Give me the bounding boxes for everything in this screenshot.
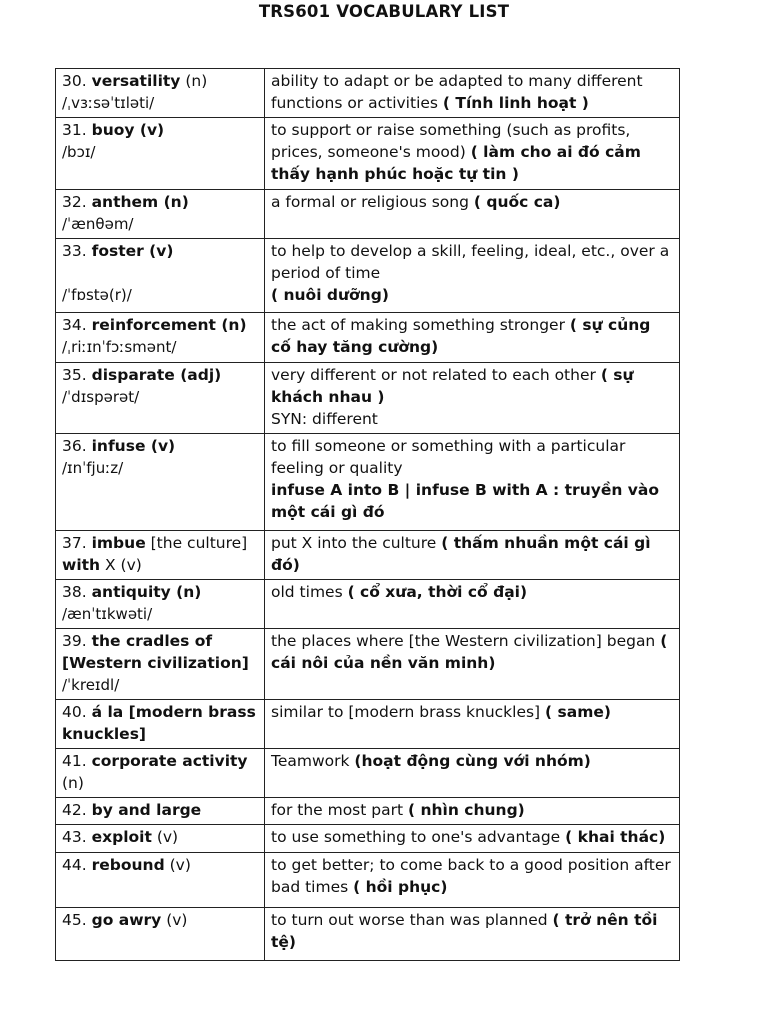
table-row — [56, 531, 680, 580]
definition: old times — [271, 583, 348, 601]
table-row — [56, 69, 680, 118]
pronunciation: /ænˈtɪkwəti/ — [62, 605, 153, 623]
table-row — [56, 434, 680, 531]
synonym: SYN: different — [271, 410, 378, 428]
table-row — [56, 853, 680, 908]
translation: ( thấm nhuần một cái gì đó) — [271, 534, 651, 574]
definition: to fill someone or something with a particular feeling or quality — [271, 437, 626, 477]
term: by and large — [91, 801, 202, 819]
pronunciation: /ˈdɪspərət/ — [62, 388, 140, 406]
definition-cell — [265, 700, 680, 749]
definition: to use something to one's advantage — [271, 828, 566, 846]
term: versatility — [91, 72, 181, 90]
table-row — [56, 629, 680, 700]
definition-cell — [265, 798, 680, 825]
definition: to support or raise something (such as profits, prices, someone's mood) — [271, 121, 631, 161]
pronunciation: /ˌriːɪnˈfɔːsmənt/ — [62, 338, 177, 356]
definition: the places where [the Western civilization] began — [271, 632, 661, 650]
definition-cell — [265, 749, 680, 798]
definition-cell — [265, 434, 680, 531]
term: foster (v) — [91, 242, 174, 260]
definition: to get better; to come back to a good position after bad times — [271, 856, 671, 896]
pronunciation: /ˈkreɪdl/ — [62, 676, 120, 694]
definition: similar to [modern brass knuckles] — [271, 703, 546, 721]
term: reinforcement (n) — [91, 316, 247, 334]
term: buoy (v) — [91, 121, 165, 139]
table-row — [56, 825, 680, 853]
definition: put X into the culture — [271, 534, 442, 552]
translation: ( khai thác) — [565, 828, 666, 846]
term-cell: 36. infuse (v) /ɪnˈfjuːz/ — [56, 434, 265, 531]
definition-cell — [265, 190, 680, 239]
table-row — [56, 190, 680, 239]
term-cell: 39. the cradles of [Western civilization] /ˈkreɪdl/ — [56, 629, 265, 700]
definition-cell — [265, 531, 680, 580]
definition: ability to adapt or be adapted to many different functions or activities — [271, 72, 643, 112]
definition: the act of making something stronger — [271, 316, 570, 334]
table-row — [56, 749, 680, 798]
table-row — [56, 313, 680, 363]
term: exploit — [91, 828, 152, 846]
term-cell: 41. corporate activity (n) — [56, 749, 265, 798]
table-row — [56, 908, 680, 961]
translation: ( nhìn chung) — [407, 801, 525, 819]
definition-cell — [265, 118, 680, 190]
definition: for the most part — [271, 801, 408, 819]
term-cell: 32. anthem (n) /ˈænθəm/ — [56, 190, 265, 239]
term-cell: 44. rebound (v) — [56, 853, 265, 908]
definition-cell — [265, 239, 680, 313]
term-cell: 38. antiquity (n) /ænˈtɪkwəti/ — [56, 580, 265, 629]
term-cell: 43. exploit (v) — [56, 825, 265, 853]
definition: a formal or religious song — [271, 193, 474, 211]
pronunciation: /ˌvɜːsəˈtɪləti/ — [62, 94, 155, 112]
translation: ( quốc ca) — [473, 193, 561, 211]
translation: ( sự củng cố hay tăng cường) — [271, 316, 651, 356]
definition-cell — [265, 313, 680, 363]
term: go awry — [91, 911, 162, 929]
term-cell: 45. go awry (v) — [56, 908, 265, 961]
definition-cell — [265, 629, 680, 700]
term: corporate activity — [91, 752, 248, 770]
pronunciation: /ˈænθəm/ — [62, 215, 134, 233]
table-row — [56, 239, 680, 313]
term-cell: 40. á la [modern brass knuckles] — [56, 700, 265, 749]
pronunciation: /ˈfɒstə(r)/ — [62, 286, 132, 304]
definition-cell — [265, 908, 680, 961]
table-row — [56, 580, 680, 629]
translation: ( sự khách nhau ) — [271, 366, 634, 406]
vocabulary-table — [55, 68, 680, 961]
pronunciation: /ɪnˈfjuːz/ — [62, 459, 124, 477]
term: disparate (adj) — [91, 366, 222, 384]
definition-cell — [265, 580, 680, 629]
term: anthem (n) — [91, 193, 189, 211]
table-row — [56, 700, 680, 749]
translation: infuse A into B | infuse B with A : truyền vào một cái gì đó — [271, 481, 659, 521]
term: imbue — [91, 534, 146, 552]
term-cell: 35. disparate (adj) /ˈdɪspərət/ — [56, 363, 265, 434]
definition: to turn out worse than was planned — [271, 911, 553, 929]
definition: very different or not related to each other — [271, 366, 601, 384]
term-cell: 33. foster (v) /ˈfɒstə(r)/ — [56, 239, 265, 313]
table-row — [56, 363, 680, 434]
page-title: TRS601 VOCABULARY LIST — [258, 2, 510, 21]
translation: (hoạt động cùng với nhóm) — [354, 752, 591, 770]
definition-cell — [265, 69, 680, 118]
table-row — [56, 118, 680, 190]
term-cell: 42. by and large — [56, 798, 265, 825]
definition-cell — [265, 853, 680, 908]
term: infuse (v) — [91, 437, 176, 455]
pronunciation: /bɔɪ/ — [62, 143, 96, 161]
term: the cradles of [Western civilization] — [62, 632, 249, 672]
definition-cell — [265, 825, 680, 853]
term: antiquity (n) — [91, 583, 202, 601]
translation: ( cổ xưa, thời cổ đại) — [347, 583, 528, 601]
translation: ( Tính linh hoạt ) — [442, 94, 589, 112]
table-row — [56, 798, 680, 825]
term-cell: 37. imbue [the culture] with X (v) — [56, 531, 265, 580]
term: á la [modern brass knuckles] — [62, 703, 256, 743]
term: rebound — [91, 856, 165, 874]
translation: ( nuôi dưỡng) — [271, 286, 389, 304]
translation: ( cái nôi của nền văn minh) — [271, 632, 668, 672]
term-cell: 31. buoy (v) /bɔɪ/ — [56, 118, 265, 190]
translation: ( same) — [545, 703, 611, 721]
definition-cell — [265, 363, 680, 434]
definition: Teamwork — [271, 752, 355, 770]
translation: ( trở nên tồi tệ) — [271, 911, 658, 951]
term-cell: 30. versatility (n) /ˌvɜːsəˈtɪləti/ — [56, 69, 265, 118]
translation: ( làm cho ai đó cảm thấy hạnh phúc hoặc tự tin ) — [271, 143, 641, 183]
definition: to help to develop a skill, feeling, ideal, etc., over a period of time — [271, 242, 670, 282]
translation: ( hồi phục) — [353, 878, 448, 896]
term-cell: 34. reinforcement (n) /ˌriːɪnˈfɔːsmənt/ — [56, 313, 265, 363]
